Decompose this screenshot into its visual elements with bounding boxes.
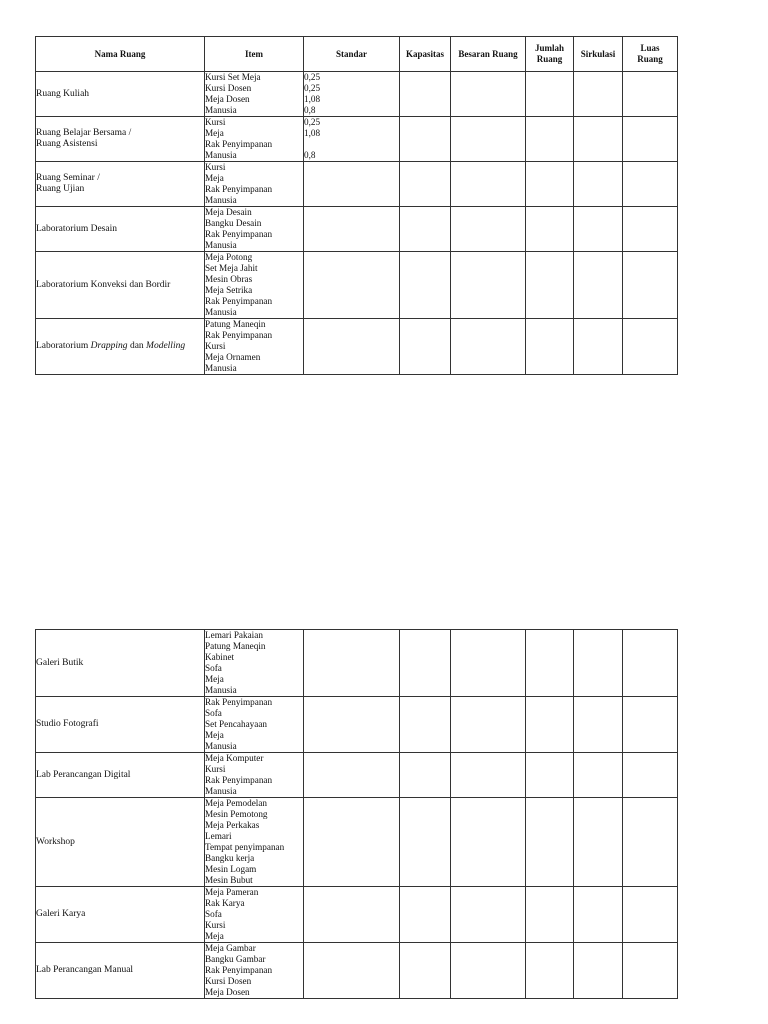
room-name-cell: Lab Perancangan Digital bbox=[36, 753, 205, 798]
item-list-cell bbox=[205, 697, 304, 753]
item-entry: Kursi bbox=[205, 162, 226, 172]
item-entry: Rak Penyimpanan bbox=[205, 296, 273, 306]
room-name-cell: Galeri Karya bbox=[36, 887, 205, 943]
standar-value bbox=[304, 842, 399, 853]
standar-value bbox=[304, 296, 399, 307]
besaran-ruang-cell bbox=[451, 72, 526, 117]
table-row bbox=[36, 207, 678, 252]
standar-value bbox=[304, 229, 399, 240]
sirkulasi-cell bbox=[574, 162, 623, 207]
kapasitas-cell bbox=[400, 252, 451, 319]
room-name-cell: Workshop bbox=[36, 798, 205, 887]
item-entry: Meja Dosen bbox=[205, 987, 250, 997]
standar-value bbox=[304, 764, 399, 775]
besaran-ruang-cell bbox=[451, 117, 526, 162]
standar-value bbox=[304, 652, 399, 663]
item-list-cell bbox=[205, 72, 304, 117]
item-entry: Manusia bbox=[205, 363, 237, 373]
item-entry: Bangku Desain bbox=[205, 218, 262, 228]
item-entry: Rak Penyimpanan bbox=[205, 229, 273, 239]
standar-value bbox=[304, 139, 399, 150]
sirkulasi-cell bbox=[574, 753, 623, 798]
table-row bbox=[36, 319, 678, 375]
luas-ruang-cell bbox=[623, 887, 678, 943]
item-entry: Sofa bbox=[205, 708, 222, 718]
item-list-cell bbox=[205, 117, 304, 162]
jumlah-ruang-cell bbox=[526, 887, 574, 943]
standar-value bbox=[304, 820, 399, 831]
item-entry: Meja Ornamen bbox=[205, 352, 261, 362]
kapasitas-cell bbox=[400, 798, 451, 887]
standar-value bbox=[304, 954, 399, 965]
standar-value: 0,25 bbox=[304, 72, 321, 82]
header-standar: Standar bbox=[304, 37, 400, 72]
jumlah-ruang-cell bbox=[526, 753, 574, 798]
room-name-part: Laboratorium bbox=[36, 341, 91, 351]
header-luas-ruang: Luas Ruang bbox=[623, 37, 678, 72]
standar-value bbox=[304, 875, 399, 886]
standar-value bbox=[304, 741, 399, 752]
table-row bbox=[36, 162, 678, 207]
besaran-ruang-cell bbox=[451, 697, 526, 753]
sirkulasi-cell bbox=[574, 117, 623, 162]
standar-value bbox=[304, 162, 399, 173]
kapasitas-cell bbox=[400, 207, 451, 252]
besaran-ruang-cell bbox=[451, 162, 526, 207]
sirkulasi-cell bbox=[574, 72, 623, 117]
item-entry: Manusia bbox=[205, 307, 237, 317]
item-entry: Bangku Gambar bbox=[205, 954, 266, 964]
standar-value bbox=[304, 719, 399, 730]
item-list-cell bbox=[205, 753, 304, 798]
table-row bbox=[36, 798, 678, 887]
item-entry: Rak Penyimpanan bbox=[205, 965, 273, 975]
item-entry: Meja Pemodelan bbox=[205, 798, 267, 808]
kapasitas-cell bbox=[400, 943, 451, 999]
room-name-cell bbox=[36, 319, 205, 375]
standar-value bbox=[304, 987, 399, 998]
item-entry: Mesin Logam bbox=[205, 864, 257, 874]
standar-value bbox=[304, 685, 399, 696]
standar-value bbox=[304, 853, 399, 864]
standar-value bbox=[304, 976, 399, 987]
standar-value bbox=[304, 920, 399, 931]
standar-value bbox=[304, 184, 399, 195]
jumlah-ruang-cell bbox=[526, 697, 574, 753]
item-entry: Manusia bbox=[205, 786, 237, 796]
standar-cell bbox=[304, 319, 400, 375]
besaran-ruang-cell bbox=[451, 753, 526, 798]
standar-value: 1,08 bbox=[304, 128, 321, 138]
jumlah-ruang-cell bbox=[526, 630, 574, 697]
standar-value bbox=[304, 363, 399, 374]
item-entry: Rak Penyimpanan bbox=[205, 697, 273, 707]
luas-ruang-cell bbox=[623, 117, 678, 162]
standar-value bbox=[304, 887, 399, 898]
standar-value bbox=[304, 173, 399, 184]
room-name-cell: Lab Perancangan Manual bbox=[36, 943, 205, 999]
luas-ruang-cell bbox=[623, 798, 678, 887]
item-entry: Set Pencahayaan bbox=[205, 719, 267, 729]
standar-cell bbox=[304, 207, 400, 252]
standar-value bbox=[304, 207, 399, 218]
luas-ruang-cell bbox=[623, 72, 678, 117]
room-name-part: Modelling bbox=[146, 341, 186, 351]
besaran-ruang-cell bbox=[451, 943, 526, 999]
item-list-cell bbox=[205, 162, 304, 207]
jumlah-ruang-cell bbox=[526, 72, 574, 117]
jumlah-ruang-cell bbox=[526, 319, 574, 375]
standar-value bbox=[304, 630, 399, 641]
room-name-cell: Studio Fotografi bbox=[36, 697, 205, 753]
kapasitas-cell bbox=[400, 697, 451, 753]
sirkulasi-cell bbox=[574, 319, 623, 375]
besaran-ruang-cell bbox=[451, 207, 526, 252]
besaran-ruang-cell bbox=[451, 319, 526, 375]
jumlah-ruang-cell bbox=[526, 207, 574, 252]
item-entry: Meja Pameran bbox=[205, 887, 259, 897]
standar-cell bbox=[304, 162, 400, 207]
item-entry: Rak Penyimpanan bbox=[205, 184, 273, 194]
item-entry: Meja Setrika bbox=[205, 285, 253, 295]
room-name-cell: Ruang Seminar / Ruang Ujian bbox=[36, 162, 205, 207]
standar-cell bbox=[304, 887, 400, 943]
standar-value bbox=[304, 943, 399, 954]
luas-ruang-cell bbox=[623, 697, 678, 753]
table-row bbox=[36, 753, 678, 798]
standar-value bbox=[304, 195, 399, 206]
item-entry: Meja Desain bbox=[205, 207, 252, 217]
room-name-cell: Ruang Belajar Bersama / Ruang Asistensi bbox=[36, 117, 205, 162]
kapasitas-cell bbox=[400, 887, 451, 943]
kapasitas-cell bbox=[400, 319, 451, 375]
item-entry: Rak Penyimpanan bbox=[205, 139, 273, 149]
standar-value bbox=[304, 674, 399, 685]
item-list-cell bbox=[205, 207, 304, 252]
kapasitas-cell bbox=[400, 72, 451, 117]
standar-value bbox=[304, 330, 399, 341]
item-entry: Meja bbox=[205, 931, 224, 941]
item-entry: Sofa bbox=[205, 663, 222, 673]
item-list-cell bbox=[205, 319, 304, 375]
sirkulasi-cell bbox=[574, 798, 623, 887]
room-program-table-bottom bbox=[35, 629, 678, 999]
luas-ruang-cell bbox=[623, 943, 678, 999]
item-entry: Meja Perkakas bbox=[205, 820, 260, 830]
room-name-cell: Laboratorium Desain bbox=[36, 207, 205, 252]
standar-value: 1,08 bbox=[304, 94, 321, 104]
luas-ruang-cell bbox=[623, 252, 678, 319]
item-entry: Manusia bbox=[205, 105, 237, 115]
item-list-cell bbox=[205, 630, 304, 697]
luas-ruang-cell bbox=[623, 630, 678, 697]
item-entry: Kursi Dosen bbox=[205, 83, 252, 93]
item-list-cell bbox=[205, 798, 304, 887]
room-name-cell: Laboratorium Konveksi dan Bordir bbox=[36, 252, 205, 319]
item-list-cell bbox=[205, 252, 304, 319]
room-name-part: dan bbox=[127, 341, 147, 351]
header-kapasitas: Kapasitas bbox=[400, 37, 451, 72]
item-entry: Kursi bbox=[205, 117, 226, 127]
standar-cell bbox=[304, 697, 400, 753]
header-nama-ruang: Nama Ruang bbox=[36, 37, 205, 72]
item-entry: Mesin Pemotong bbox=[205, 809, 268, 819]
item-entry: Meja Dosen bbox=[205, 94, 250, 104]
item-entry: Kursi bbox=[205, 764, 226, 774]
item-entry: Mesin Obras bbox=[205, 274, 253, 284]
standar-value bbox=[304, 786, 399, 797]
standar-value bbox=[304, 798, 399, 809]
standar-value bbox=[304, 965, 399, 976]
sirkulasi-cell bbox=[574, 697, 623, 753]
standar-cell bbox=[304, 72, 400, 117]
table-row bbox=[36, 887, 678, 943]
standar-value bbox=[304, 708, 399, 719]
item-entry: Tempat penyimpanan bbox=[205, 842, 285, 852]
standar-cell bbox=[304, 798, 400, 887]
standar-cell bbox=[304, 630, 400, 697]
item-entry: Meja Potong bbox=[205, 252, 253, 262]
standar-cell bbox=[304, 252, 400, 319]
standar-cell bbox=[304, 943, 400, 999]
item-entry: Patung Maneqin bbox=[205, 319, 266, 329]
room-program-table-top bbox=[35, 36, 678, 375]
table-row bbox=[36, 697, 678, 753]
standar-cell bbox=[304, 753, 400, 798]
kapasitas-cell bbox=[400, 630, 451, 697]
item-entry: Kursi Dosen bbox=[205, 976, 252, 986]
standar-value bbox=[304, 319, 399, 330]
jumlah-ruang-cell bbox=[526, 943, 574, 999]
table-row bbox=[36, 943, 678, 999]
standar-value bbox=[304, 641, 399, 652]
standar-value bbox=[304, 352, 399, 363]
standar-value bbox=[304, 285, 399, 296]
standar-value bbox=[304, 218, 399, 229]
standar-value: 0,8 bbox=[304, 150, 316, 160]
standar-value: 0,8 bbox=[304, 105, 316, 115]
table-header-row bbox=[36, 37, 678, 72]
luas-ruang-cell bbox=[623, 207, 678, 252]
item-entry: Manusia bbox=[205, 240, 237, 250]
item-entry: Manusia bbox=[205, 685, 237, 695]
header-besaran-ruang: Besaran Ruang bbox=[451, 37, 526, 72]
standar-value bbox=[304, 307, 399, 318]
item-entry: Rak Penyimpanan bbox=[205, 775, 273, 785]
table-row bbox=[36, 72, 678, 117]
besaran-ruang-cell bbox=[451, 252, 526, 319]
item-entry: Set Meja Jahit bbox=[205, 263, 258, 273]
item-entry: Kursi bbox=[205, 341, 226, 351]
item-entry: Rak Karya bbox=[205, 898, 245, 908]
item-entry: Sofa bbox=[205, 909, 222, 919]
standar-value bbox=[304, 263, 399, 274]
standar-value bbox=[304, 898, 399, 909]
kapasitas-cell bbox=[400, 162, 451, 207]
item-entry: Meja bbox=[205, 730, 224, 740]
jumlah-ruang-cell bbox=[526, 162, 574, 207]
kapasitas-cell bbox=[400, 753, 451, 798]
header-jumlah-ruang: Jumlah Ruang bbox=[526, 37, 574, 72]
standar-value bbox=[304, 809, 399, 820]
standar-value bbox=[304, 931, 399, 942]
standar-value: 0,25 bbox=[304, 83, 321, 93]
item-entry: Bangku kerja bbox=[205, 853, 255, 863]
item-list-cell bbox=[205, 887, 304, 943]
standar-value bbox=[304, 274, 399, 285]
standar-value bbox=[304, 697, 399, 708]
item-entry: Meja bbox=[205, 173, 224, 183]
item-entry: Manusia bbox=[205, 195, 237, 205]
luas-ruang-cell bbox=[623, 753, 678, 798]
item-entry: Meja Komputer bbox=[205, 753, 264, 763]
item-entry: Rak Penyimpanan bbox=[205, 330, 273, 340]
item-entry: Meja Gambar bbox=[205, 943, 256, 953]
jumlah-ruang-cell bbox=[526, 117, 574, 162]
item-entry: Lemari bbox=[205, 831, 232, 841]
besaran-ruang-cell bbox=[451, 798, 526, 887]
besaran-ruang-cell bbox=[451, 630, 526, 697]
item-entry: Kursi bbox=[205, 920, 226, 930]
standar-value bbox=[304, 252, 399, 263]
standar-cell bbox=[304, 117, 400, 162]
table-row bbox=[36, 252, 678, 319]
item-entry: Lemari Pakaian bbox=[205, 630, 263, 640]
item-entry: Kabinet bbox=[205, 652, 235, 662]
room-name-cell: Galeri Butik bbox=[36, 630, 205, 697]
standar-value: 0,25 bbox=[304, 117, 321, 127]
item-entry: Manusia bbox=[205, 150, 237, 160]
jumlah-ruang-cell bbox=[526, 798, 574, 887]
standar-value bbox=[304, 663, 399, 674]
table-row bbox=[36, 117, 678, 162]
sirkulasi-cell bbox=[574, 630, 623, 697]
room-name-part: Drapping bbox=[90, 341, 128, 351]
sirkulasi-cell bbox=[574, 207, 623, 252]
header-sirkulasi: Sirkulasi bbox=[574, 37, 623, 72]
standar-value bbox=[304, 753, 399, 764]
standar-value bbox=[304, 909, 399, 920]
room-name-cell: Ruang Kuliah bbox=[36, 72, 205, 117]
item-entry: Meja bbox=[205, 128, 224, 138]
standar-value bbox=[304, 240, 399, 251]
header-item: Item bbox=[205, 37, 304, 72]
luas-ruang-cell bbox=[623, 162, 678, 207]
item-entry: Meja bbox=[205, 674, 224, 684]
luas-ruang-cell bbox=[623, 319, 678, 375]
item-entry: Kursi Set Meja bbox=[205, 72, 261, 82]
jumlah-ruang-cell bbox=[526, 252, 574, 319]
standar-value bbox=[304, 831, 399, 842]
standar-value bbox=[304, 730, 399, 741]
item-entry: Manusia bbox=[205, 741, 237, 751]
sirkulasi-cell bbox=[574, 252, 623, 319]
item-entry: Patung Maneqin bbox=[205, 641, 266, 651]
kapasitas-cell bbox=[400, 117, 451, 162]
standar-value bbox=[304, 864, 399, 875]
sirkulasi-cell bbox=[574, 887, 623, 943]
sirkulasi-cell bbox=[574, 943, 623, 999]
item-list-cell bbox=[205, 943, 304, 999]
besaran-ruang-cell bbox=[451, 887, 526, 943]
standar-value bbox=[304, 775, 399, 786]
table-row bbox=[36, 630, 678, 697]
standar-value bbox=[304, 341, 399, 352]
item-entry: Mesin Bubut bbox=[205, 875, 253, 885]
